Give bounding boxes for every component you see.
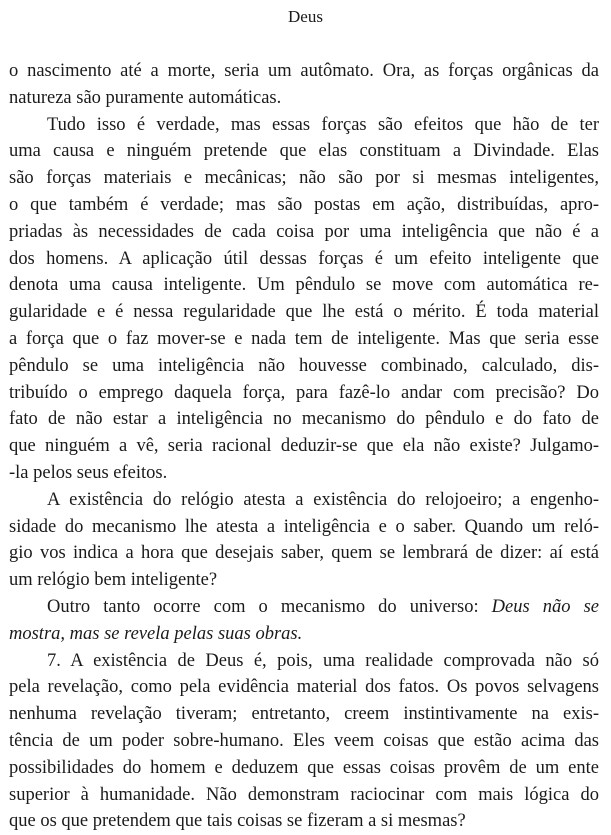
text-line: pela revelação, como pela evidência material dos fatos. Os povos selvagens — [9, 677, 599, 698]
text-line: denota uma causa inteligente. Um pêndulo se move com automática re- — [9, 275, 599, 296]
text-line: tribuído o emprego daquela força, para fazê-lo andar com precisão? Do — [9, 382, 599, 403]
text-line: nenhuma revelação tiveram; entretanto, creem instintivamente na exis- — [9, 704, 599, 725]
text-line: A existência do relógio atesta a existência do relojoeiro; a engenho- — [47, 489, 599, 510]
text-line: possibilidades do homem e deduzem que essas coisas provêm de um ente — [9, 757, 599, 778]
body-text — [9, 58, 599, 835]
text-line: -la pelos seus efeitos. — [9, 462, 168, 483]
text-line: natureza são puramente automáticas. — [9, 87, 282, 108]
text-line: gio vos indica a hora que desejais saber, quem se lembrará de dizer: aí está — [9, 543, 599, 564]
paragraph — [9, 112, 599, 487]
text-line: que ninguém a vê, seria racional deduzir-se que ela não existe? Julgamo- — [9, 436, 599, 457]
text-line: priadas às necessidades de cada coisa por uma inteligência que não é a — [9, 221, 599, 242]
text-line: superior à humanidade. Não demonstram raciocinar com mais lógica do — [9, 784, 599, 805]
text-line: pêndulo se uma inteligência não houvesse combinado, calculado, dis- — [9, 355, 599, 376]
text-line: uma causa e ninguém pretende que elas constituam a Divindade. Elas — [9, 141, 599, 162]
text-line: que os que pretendem que tais coisas se fizeram a si mesmas? — [9, 811, 466, 832]
paragraph — [9, 648, 599, 835]
text-line: gularidade e é nessa regularidade que lhe está o mérito. É toda material — [9, 302, 599, 323]
text-line: a força que o faz mover-se e nada tem de inteligente. Mas que seria esse — [9, 328, 599, 349]
text-line: o nascimento até a morte, seria um autômato. Ora, as forças orgânicas da — [9, 61, 599, 81]
text-line: Tudo isso é verdade, mas essas forças são efeitos que hão de ter — [47, 114, 599, 135]
text-line: são forças materiais e mecânicas; não são por si mesmas inteligentes, — [9, 168, 599, 189]
text-line: dos homens. A aplicação útil dessas forças é um efeito inteligente que — [9, 248, 599, 269]
text-roman: Outro tanto ocorre com o mecanismo do universo: — [47, 596, 492, 617]
text-line: o que também é verdade; mas são postas em ação, distribuídas, apro- — [9, 194, 599, 215]
text-line-italic: mostra, mas se revela pelas suas obras. — [9, 623, 303, 644]
running-header: Deus — [288, 7, 323, 26]
paragraph — [9, 487, 599, 594]
text-line: fato de não estar a inteligência no mecanismo do pêndulo e do fato de — [9, 409, 599, 430]
text-line: 7. A existência de Deus é, pois, uma realidade comprovada não só — [47, 650, 599, 671]
text-line — [9, 594, 599, 621]
text-line: tência de um poder sobre-humano. Eles veem coisas que estão acima das — [9, 730, 599, 751]
text-line: um relógio bem inteligente? — [9, 570, 218, 591]
paragraph — [9, 58, 599, 112]
text-italic: Deus não se — [491, 596, 599, 617]
text-line: sidade do mecanismo lhe atesta a inteligência e o saber. Quando um reló- — [9, 516, 599, 537]
paragraph — [9, 594, 599, 648]
